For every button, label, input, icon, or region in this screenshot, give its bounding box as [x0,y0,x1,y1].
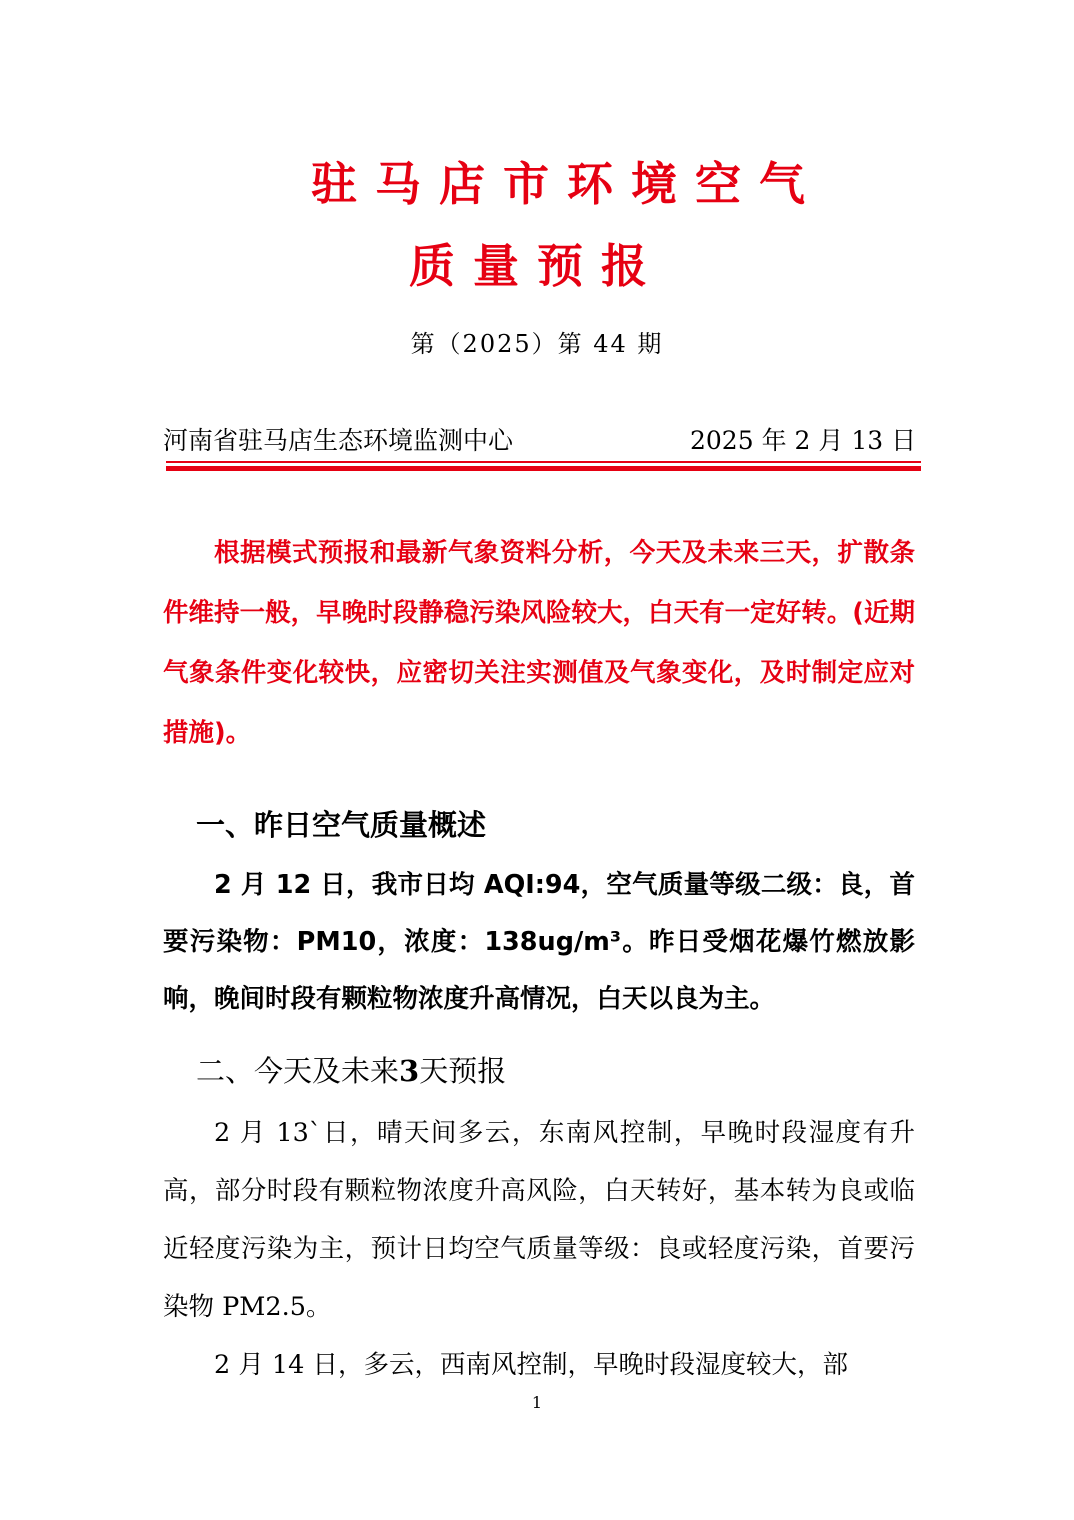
section-heading-yesterday: 一、昨日空气质量概述 [196,808,487,842]
section-body-yesterday: 2 月 12 日，我市日均 AQI:94，空气质量等级二级：良，首要污染物：PM10，浓度：138ug/m³。昨日受烟花爆竹燃放影响，晚间时段有颗粒物浓度升高情况，白天以良为主。 [163,870,915,1014]
issue-date: 2025 年 2 月 13 日 [690,426,917,455]
section-heading-forecast [196,1051,506,1091]
forecast-heading-prefix: 二、今天及未来 [196,1054,400,1088]
forecast-heading-suffix: 天预报 [419,1054,507,1088]
report-title-line2: 质量预报 [409,239,665,293]
header-divider-thin [166,461,921,463]
issuing-organization: 河南省驻马店生态环境监测中心 [163,426,514,455]
forecast-day-feb14: 2 月 14 日，多云，西南风控制，早晚时段湿度较大，部 [214,1350,848,1380]
forecast-heading-number: 3 [399,1054,420,1088]
issue-number: 第（2025）第 44 期 [410,330,664,358]
report-title-line1: 驻马店市环境空气 [311,157,823,211]
forecast-summary: 根据模式预报和最新气象资料分析，今天及未来三天，扩散条件维持一般，早晚时段静稳污染风险较大，白天有一定好转。(近期气象条件变化较快，应密切关注实测值及气象变化，及时制定应对措施)。 [163,538,915,748]
forecast-day-feb13: 2 月 13`日，晴天间多云，东南风控制，早晚时段湿度有升高，部分时段有颗粒物浓度升高风险，白天转好，基本转为良或临近轻度污染为主，预计日均空气质量等级：良或轻度污染，首要污染物 PM2.5。 [163,1118,915,1322]
header-divider-thick [166,466,921,471]
page-number: 1 [531,1393,543,1412]
